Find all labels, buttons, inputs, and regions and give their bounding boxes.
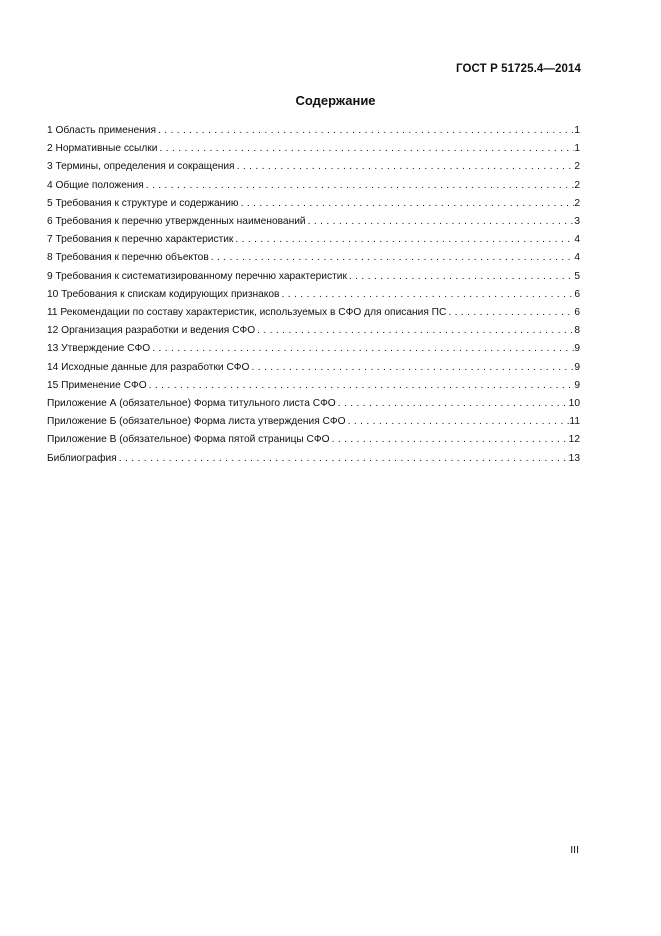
toc-leader-dots (255, 322, 574, 340)
toc-leader-dots (117, 450, 569, 468)
toc-entry-page: 4 (574, 234, 580, 246)
toc-entry[interactable] (47, 340, 580, 358)
toc-entry[interactable] (47, 450, 580, 468)
toc-entry-label: 4 Общие положения (47, 179, 144, 191)
toc-leader-dots (156, 122, 574, 140)
toc-entry-page: 6 (574, 288, 580, 300)
toc-entry[interactable] (47, 158, 580, 176)
toc-entry[interactable] (47, 231, 580, 249)
toc-entry-label: 7 Требования к перечню характеристик (47, 234, 234, 246)
toc-entry-label: 14 Исходные данные для разработки СФО (47, 361, 250, 373)
toc-leader-dots (147, 377, 575, 395)
toc-entry-page: 4 (574, 252, 580, 264)
toc-entry-page: 11 (569, 416, 580, 428)
toc-leader-dots (279, 286, 574, 304)
toc-entry-page: 1 (574, 125, 580, 136)
toc-entry[interactable] (47, 213, 580, 231)
toc-entry-page: 9 (574, 361, 580, 373)
toc-entry-page: 2 (574, 197, 580, 209)
toc-entry[interactable] (47, 413, 580, 431)
toc-leader-dots (150, 340, 574, 358)
toc-entry-label: 13 Утверждение СФО (47, 343, 151, 355)
toc-entry-page: 2 (574, 161, 580, 173)
page-number: III (570, 844, 579, 856)
toc-entry[interactable] (47, 322, 580, 340)
toc-entry-page: 13 (568, 452, 580, 464)
toc-leader-dots (306, 213, 575, 231)
toc-entry-page: 9 (574, 379, 580, 391)
toc-entry-label: 6 Требования к перечню утвержденных наименований (47, 216, 306, 228)
toc-entry[interactable] (47, 286, 580, 304)
toc-leader-dots (157, 140, 574, 158)
toc-entry-label: 2 Нормативные ссылки (47, 143, 158, 155)
toc-leader-dots (336, 395, 569, 413)
toc-leader-dots (209, 249, 575, 267)
toc-entry[interactable] (47, 195, 580, 213)
toc-leader-dots (330, 431, 569, 449)
toc-entry-page: 8 (574, 325, 580, 337)
toc-leader-dots (144, 177, 575, 195)
toc-entry-label: Библиография (47, 452, 117, 464)
toc-entry-label: 9 Требования к систематизированному перечню характеристик (47, 270, 347, 282)
toc-entry[interactable] (47, 304, 580, 322)
toc-leader-dots (346, 413, 570, 431)
toc-entry-page: 6 (574, 307, 580, 319)
toc-entry[interactable] (47, 268, 580, 286)
toc-entry[interactable] (47, 431, 580, 449)
table-of-contents (47, 122, 580, 468)
document-code: ГОСТ Р 51725.4—2014 (456, 63, 581, 75)
toc-entry-label: 8 Требования к перечню объектов (47, 252, 209, 264)
toc-entry-label: 11 Рекомендации по составу характеристик, используемых в СФО для описания ПС (47, 307, 447, 319)
toc-leader-dots (249, 359, 574, 377)
toc-entry-label: 12 Организация разработки и ведения СФО (47, 325, 256, 337)
toc-leader-dots (235, 158, 575, 176)
toc-leader-dots (446, 304, 574, 322)
toc-entry[interactable] (47, 359, 580, 377)
toc-entry-label: 10 Требования к спискам кодирующих признаков (47, 288, 280, 300)
toc-entry[interactable] (47, 395, 580, 413)
toc-entry-label: 5 Требования к структуре и содержанию (47, 197, 239, 209)
toc-entry[interactable] (47, 122, 580, 140)
toc-entry-label: Приложение Б (обязательное) Форма листа утверждения СФО (47, 416, 346, 428)
toc-entry-label: Приложение В (обязательное) Форма пятой страницы СФО (47, 434, 330, 446)
toc-entry-page: 10 (568, 398, 580, 410)
toc-leader-dots (233, 231, 574, 249)
toc-entry-label: 1 Область применения (47, 125, 156, 136)
toc-entry-page: 1 (574, 143, 580, 155)
toc-entry[interactable] (47, 249, 580, 267)
toc-entry-label: 3 Термины, определения и сокращения (47, 161, 235, 173)
toc-entry-label: 15 Применение СФО (47, 379, 147, 391)
toc-title: Содержание (295, 93, 376, 108)
toc-leader-dots (347, 268, 574, 286)
toc-entry-page: 3 (574, 216, 580, 228)
toc-entry[interactable] (47, 377, 580, 395)
toc-entry-page: 9 (574, 343, 580, 355)
toc-leader-dots (239, 195, 575, 213)
toc-entry-page: 12 (568, 434, 580, 446)
toc-entry-label: Приложение А (обязательное) Форма титульного листа СФО (47, 398, 336, 410)
toc-entry[interactable] (47, 177, 580, 195)
toc-entry-page: 5 (574, 270, 580, 282)
toc-entry-page: 2 (574, 179, 580, 191)
toc-entry[interactable] (47, 140, 580, 158)
